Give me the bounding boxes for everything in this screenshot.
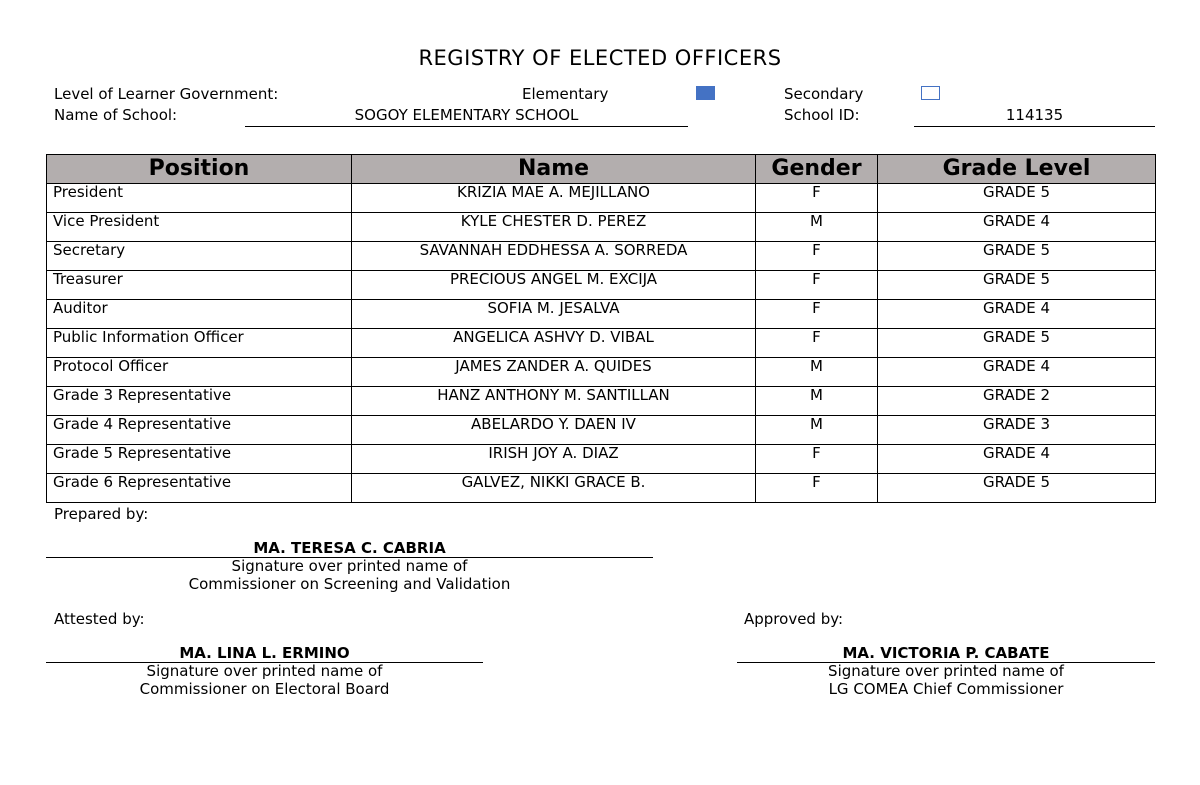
cell-position: President <box>47 184 352 213</box>
secondary-checkbox[interactable] <box>921 86 940 100</box>
cell-name: KYLE CHESTER D. PEREZ <box>352 213 756 242</box>
table-row <box>47 445 1156 474</box>
cell-position: Grade 6 Representative <box>47 474 352 503</box>
cell-grade: GRADE 4 <box>878 213 1156 242</box>
prepared-by-label: Prepared by: <box>54 505 149 523</box>
elementary-label: Elementary <box>522 85 609 103</box>
secondary-label: Secondary <box>784 85 864 103</box>
table-row <box>47 387 1156 416</box>
prepared-by-name: MA. TERESA C. CABRIA <box>253 539 446 557</box>
cell-name: JAMES ZANDER A. QUIDES <box>352 358 756 387</box>
cell-position: Treasurer <box>47 271 352 300</box>
cell-name: SAVANNAH EDDHESSA A. SORREDA <box>352 242 756 271</box>
school-name-line <box>245 126 688 127</box>
cell-gender: F <box>756 300 878 329</box>
table-row <box>47 213 1156 242</box>
attested-caption-1: Signature over printed name of <box>146 662 383 680</box>
cell-position: Public Information Officer <box>47 329 352 358</box>
cell-gender: M <box>756 358 878 387</box>
column-header-grade-level: Grade Level <box>878 155 1156 184</box>
cell-position: Grade 4 Representative <box>47 416 352 445</box>
cell-name: ANGELICA ASHVY D. VIBAL <box>352 329 756 358</box>
attested-by-name: MA. LINA L. ERMINO <box>179 644 350 662</box>
table-row <box>47 329 1156 358</box>
column-header-position: Position <box>47 155 352 184</box>
page-title: REGISTRY OF ELECTED OFFICERS <box>418 46 782 70</box>
cell-grade: GRADE 2 <box>878 387 1156 416</box>
school-name-value: SOGOY ELEMENTARY SCHOOL <box>354 106 579 124</box>
cell-grade: GRADE 4 <box>878 358 1156 387</box>
approved-caption-2: LG COMEA Chief Commissioner <box>828 680 1064 698</box>
cell-grade: GRADE 3 <box>878 416 1156 445</box>
cell-gender: M <box>756 387 878 416</box>
cell-gender: M <box>756 416 878 445</box>
elementary-checkbox[interactable] <box>696 86 715 100</box>
cell-position: Grade 5 Representative <box>47 445 352 474</box>
table-row <box>47 358 1156 387</box>
table-row <box>47 184 1156 213</box>
table-row <box>47 271 1156 300</box>
cell-name: HANZ ANTHONY M. SANTILLAN <box>352 387 756 416</box>
cell-position: Auditor <box>47 300 352 329</box>
table-header-row <box>47 155 1156 184</box>
cell-gender: F <box>756 474 878 503</box>
cell-grade: GRADE 5 <box>878 329 1156 358</box>
cell-name: IRISH JOY A. DIAZ <box>352 445 756 474</box>
cell-grade: GRADE 5 <box>878 271 1156 300</box>
cell-name: ABELARDO Y. DAEN IV <box>352 416 756 445</box>
school-id-value: 114135 <box>1005 106 1064 124</box>
level-label: Level of Learner Government: <box>54 85 279 103</box>
attested-by-label: Attested by: <box>54 610 145 628</box>
prepared-caption-2: Commissioner on Screening and Validation <box>188 575 511 593</box>
cell-gender: F <box>756 329 878 358</box>
cell-grade: GRADE 4 <box>878 445 1156 474</box>
column-header-gender: Gender <box>756 155 878 184</box>
approved-by-name: MA. VICTORIA P. CABATE <box>842 644 1050 662</box>
officers-table <box>46 154 1156 503</box>
approved-by-label: Approved by: <box>744 610 844 628</box>
cell-grade: GRADE 5 <box>878 474 1156 503</box>
school-id-line <box>914 126 1155 127</box>
cell-gender: F <box>756 271 878 300</box>
school-id-label: School ID: <box>784 106 860 124</box>
cell-position: Secretary <box>47 242 352 271</box>
cell-gender: F <box>756 242 878 271</box>
cell-name: KRIZIA MAE A. MEJILLANO <box>352 184 756 213</box>
cell-name: SOFIA M. JESALVA <box>352 300 756 329</box>
attested-caption-2: Commissioner on Electoral Board <box>139 680 390 698</box>
cell-gender: F <box>756 184 878 213</box>
school-name-label: Name of School: <box>54 106 178 124</box>
cell-name: GALVEZ, NIKKI GRACE B. <box>352 474 756 503</box>
cell-position: Vice President <box>47 213 352 242</box>
cell-grade: GRADE 5 <box>878 242 1156 271</box>
cell-position: Grade 3 Representative <box>47 387 352 416</box>
table-row <box>47 416 1156 445</box>
cell-gender: F <box>756 445 878 474</box>
cell-grade: GRADE 4 <box>878 300 1156 329</box>
table-row <box>47 300 1156 329</box>
cell-name: PRECIOUS ANGEL M. EXCIJA <box>352 271 756 300</box>
table-row <box>47 242 1156 271</box>
prepared-caption-1: Signature over printed name of <box>231 557 468 575</box>
cell-position: Protocol Officer <box>47 358 352 387</box>
cell-grade: GRADE 5 <box>878 184 1156 213</box>
cell-gender: M <box>756 213 878 242</box>
approved-caption-1: Signature over printed name of <box>828 662 1064 680</box>
column-header-name: Name <box>352 155 756 184</box>
table-row <box>47 474 1156 503</box>
